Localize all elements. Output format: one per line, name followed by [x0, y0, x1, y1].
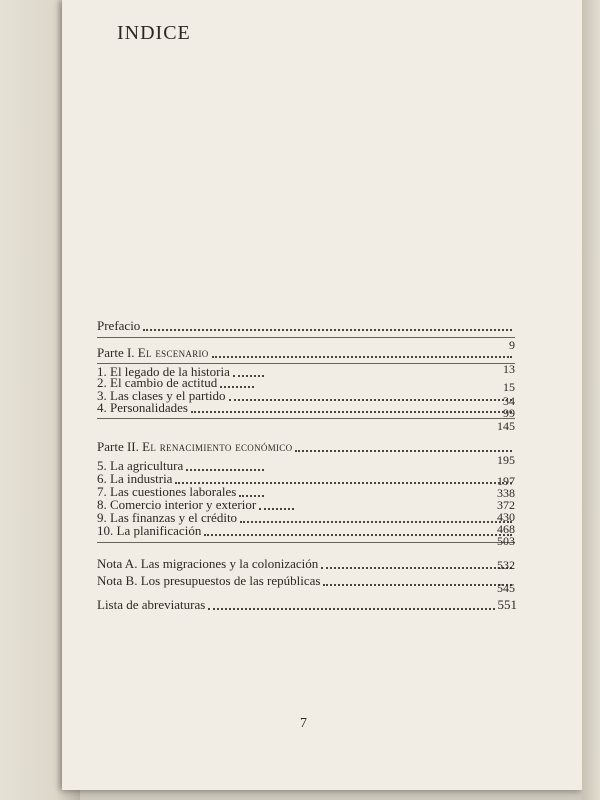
toc-entry-label: Prefacio	[97, 318, 141, 333]
leader-dots	[295, 449, 512, 452]
page-folio: 7	[300, 716, 307, 731]
page-number-2: 34	[503, 394, 515, 408]
toc-entry-label: 7. Las cuestiones laborales	[97, 484, 237, 499]
page-number-prefacio: 9	[509, 338, 515, 352]
toc-entry-label: 1. El legado de la historia	[97, 364, 230, 379]
toc-part-2	[97, 439, 515, 455]
toc-entry-label: 10. La planificación	[97, 523, 202, 538]
toc-entry-nota-a	[97, 556, 515, 572]
leader-dots	[212, 355, 512, 358]
toc-entry-label: 2. El cambio de actitud	[97, 375, 218, 390]
leader-dots	[323, 583, 512, 586]
toc-entry-prefacio	[97, 318, 515, 334]
toc-entry-label: Nota A. Las migraciones y la colonización	[97, 556, 319, 571]
page-number-7: 372	[497, 498, 515, 512]
page-number-10: 503	[497, 534, 515, 548]
page-number-nota-b: 545	[497, 581, 515, 595]
leader-dots	[208, 607, 494, 610]
page-title: INDICE	[117, 22, 191, 44]
page-number-6: 338	[497, 486, 515, 500]
toc-entry-4	[97, 400, 515, 416]
section-rule	[97, 337, 515, 338]
page-number-9: 468	[497, 522, 515, 536]
toc-entry-nota-b	[97, 573, 515, 589]
toc-entry-10	[97, 523, 515, 539]
page-number-5: 197	[497, 474, 515, 488]
toc-entry-label: 4. Personalidades	[97, 400, 188, 415]
page-number-1: 15	[503, 380, 515, 394]
toc-part-1	[97, 345, 515, 361]
toc-entry-label: 3. Las clases y el partido	[97, 388, 226, 403]
part-heading: Parte II. El renacimiento económico	[97, 439, 293, 454]
toc-entry-label: Lista de abreviaturas	[97, 597, 206, 612]
leader-dots	[204, 533, 512, 536]
part-heading: Parte I. El escenario	[97, 345, 209, 360]
page-number-parte1: 13	[503, 362, 515, 376]
page-number-nota-a: 532	[497, 558, 515, 572]
section-rule	[97, 418, 515, 419]
toc-entry-label: 6. La industria	[97, 471, 173, 486]
leader-dots	[143, 328, 512, 331]
page-number-8: 430	[497, 510, 515, 524]
leader-dots	[191, 410, 512, 413]
page-number-abreviaturas: 551	[497, 597, 517, 612]
toc-entry-label: Nota B. Los presupuestos de las repúblicas	[97, 573, 321, 588]
toc-entry-label: 8. Comercio interior y exterior	[97, 497, 257, 512]
toc-entry-abreviaturas	[97, 597, 517, 613]
leader-dots	[321, 566, 512, 569]
toc-entry-label: 9. Las finanzas y el crédito	[97, 510, 238, 525]
toc-entry-label: 5. La agricultura	[97, 458, 184, 473]
page-number-parte2: 195	[497, 453, 515, 467]
page-number-4: 145	[497, 419, 515, 433]
section-rule	[97, 542, 515, 543]
page-number-3: 99	[503, 406, 515, 420]
